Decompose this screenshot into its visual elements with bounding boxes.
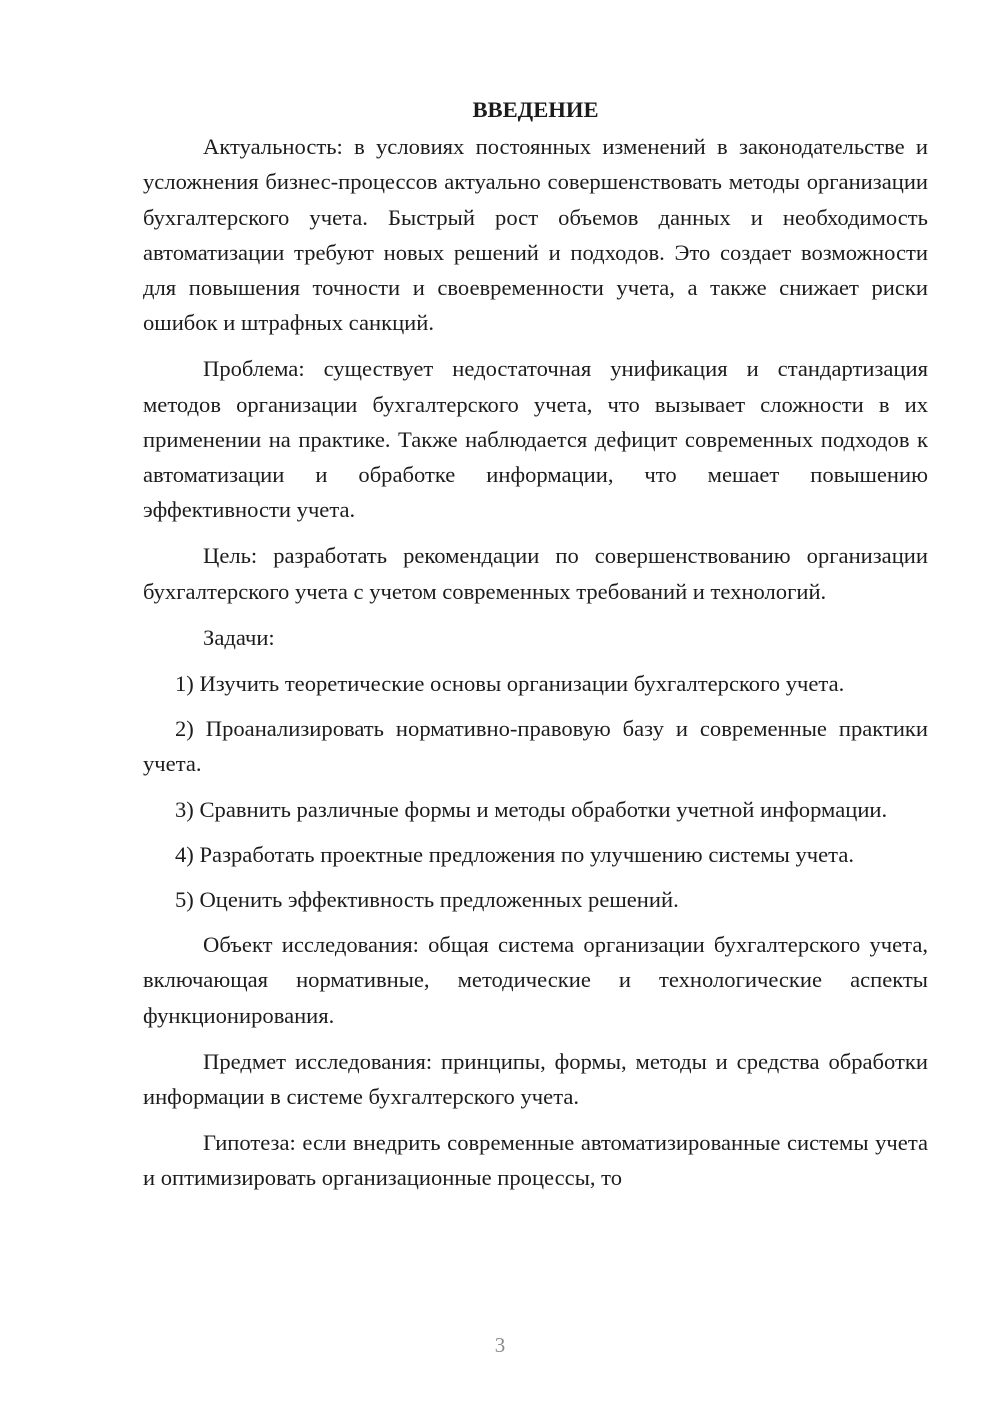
task-item: 2) Проанализировать нормативно-правовую базу и современные практики учета. [143, 716, 928, 777]
relevance-paragraph: Актуальность: в условиях постоянных изменений в законодательстве и усложнения бизнес-процессов актуально совершенствовать методы организации бухгалтерского учета. Быстрый рост объемов данных и необходимость автоматизации требуют новых решений и подходов. Это создает возможности для повышения точности и своевременности учета, а также снижает риски ошибок и штрафных санкций. [143, 134, 928, 336]
goal-paragraph: Цель: разработать рекомендации по совершенствованию организации бухгалтерского учета с учетом современных требований и технологий. [143, 543, 928, 604]
page-content [143, 92, 928, 1207]
task-item: 4) Разработать проектные предложения по улучшению системы учета. [175, 841, 855, 867]
subject-paragraph: Предмет исследования: принципы, формы, методы и средства обработки информации в системе бухгалтерского учета. [143, 1048, 928, 1110]
problem-paragraph: Проблема: существует недостаточная унификация и стандартизация методов организации бухгалтерского учета, что вызывает сложности в их применении на практике. Также наблюдается дефицит современных подходов к автоматизации и обработке информации, что мешает повышению эффективности учета. [143, 356, 928, 523]
tasks-label: Задачи: [203, 624, 275, 650]
task-item: 5) Оценить эффективность предложенных решений. [175, 887, 679, 913]
object-paragraph: Объект исследования: общая система организации бухгалтерского учета, включающая нормативные, методические и технологические аспекты функционирования. [143, 932, 928, 1028]
section-heading: ВВЕДЕНИЕ [472, 97, 599, 122]
task-item: 3) Сравнить различные формы и методы обработки учетной информации. [175, 796, 888, 822]
page-number: 3 [494, 1333, 506, 1357]
task-item: 1) Изучить теоретические основы организации бухгалтерского учета. [175, 671, 845, 697]
hypothesis-paragraph: Гипотеза: если внедрить современные автоматизированные системы учета и оптимизировать организационные процессы, то [143, 1130, 928, 1191]
